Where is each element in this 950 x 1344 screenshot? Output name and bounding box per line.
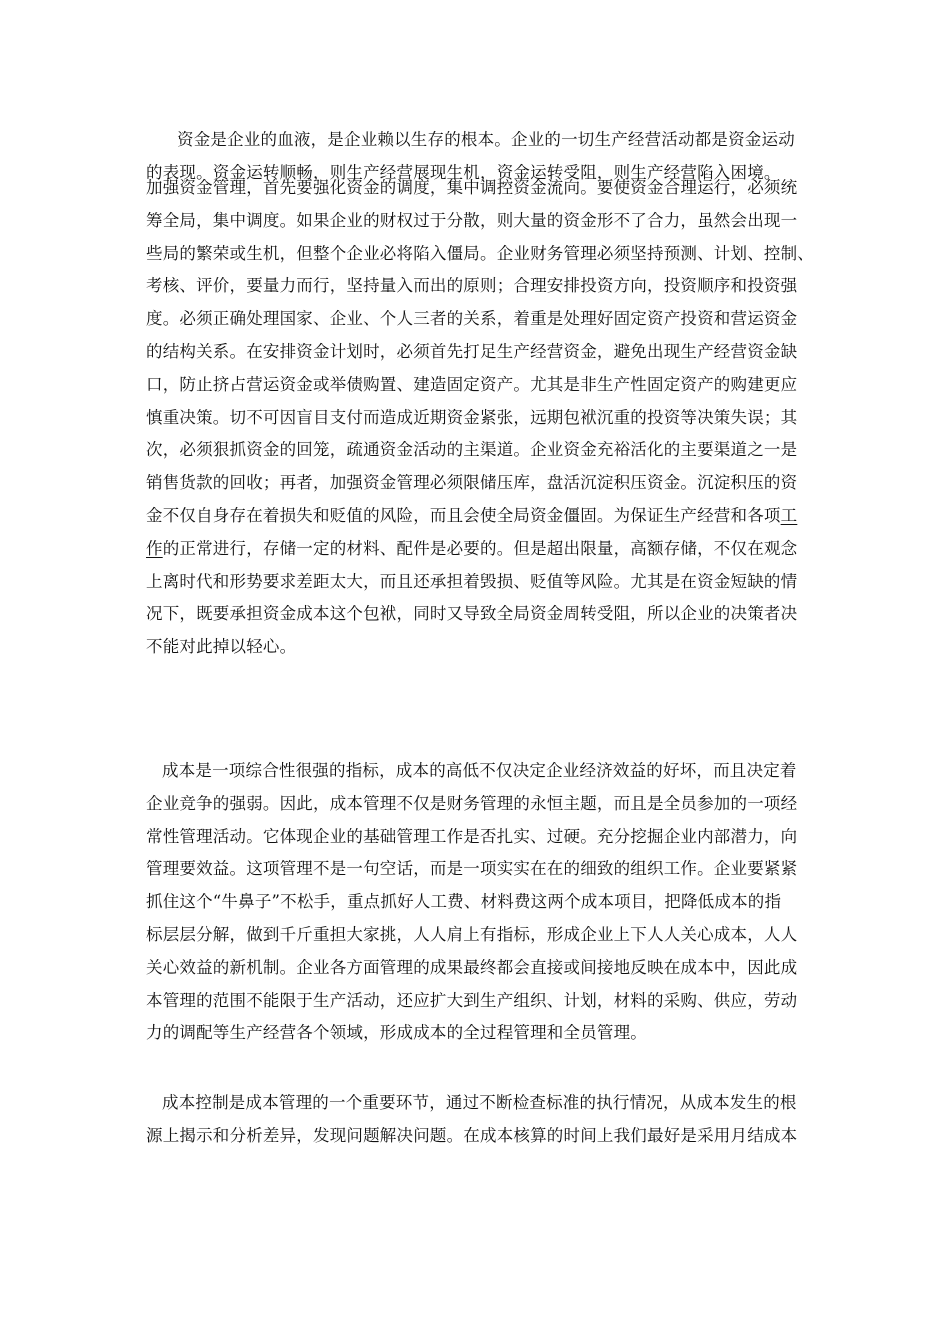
paragraph-line: 些局的繁荣或生机，但整个企业必将陷入僵局。企业财务管理必须坚持预测、计划、控制、 [146, 243, 814, 263]
paragraph-line: 不能对此掉以轻心。 [146, 637, 297, 657]
paragraph-line: 次，必须狠抓资金的回笼，疏通资金活动的主渠道。企业资金充裕活化的主要渠道之一是 [146, 440, 798, 460]
work-link-part-1[interactable]: 工 [780, 505, 798, 525]
paragraph-line: 本管理的范围不能限于生产活动，还应扩大到生产组织、计划，材料的采购、供应，劳动 [146, 990, 798, 1010]
paragraph-line: 销售货款的回收；再者，加强资金管理必须限储压库，盘活沉淀积压资金。沉淀积压的资 [146, 473, 798, 493]
paragraph-line: 常性管理活动。它体现企业的基础管理工作是否扎实、过硬。充分挖掘企业内部潜力，向 [146, 826, 798, 846]
paragraph-line: 口，防止挤占营运资金或举债购置、建造固定资产。尤其是非生产性固定资产的购建更应 [146, 374, 798, 394]
paragraph-line: 资金是企业的血液，是企业赖以生存的根本。企业的一切生产经营活动都是资金运动 [177, 130, 795, 149]
paragraph-line-with-link [146, 500, 806, 533]
paragraph-line: 企业竞争的强弱。因此，成本管理不仅是财务管理的永恒主题，而且是全员参加的一项经 [146, 793, 798, 813]
paragraph-line: 标层层分解，做到千斤重担大家挑，人人肩上有指标，形成企业上下人人关心成本，人人 [146, 924, 798, 944]
paragraph-line: 加强资金管理，首先要强化资金的调度，集中调控资金流向。要使资金合理运行，必须统 [146, 178, 798, 197]
paragraph-line-with-link [146, 533, 806, 566]
paragraph-line: 的表现。资金运转顺畅，则生产经营展现生机，资金运转受阻，则生产经营陷入困境。 [146, 162, 781, 182]
paragraph-line: 上离时代和形势要求差距太大，而且还承担着毁损、贬值等风险。尤其是在资金短缺的情 [146, 571, 798, 591]
work-link-part-2[interactable]: 作 [146, 538, 163, 558]
paragraph-line: 力的调配等生产经营各个领域，形成成本的全过程管理和全员管理。 [146, 1023, 647, 1043]
paragraph-line: 筹全局，集中调度。如果企业的财权过于分散，则大量的资金形不了合力，虽然会出现一 [146, 210, 798, 230]
paragraph-line: 关心效益的新机制。企业各方面管理的成果最终都会直接或间接地反映在成本中，因此成 [146, 957, 798, 977]
paragraph-capital-management [146, 172, 814, 664]
paragraph-line: 成本是一项综合性很强的指标，成本的高低不仅决定企业经济效益的好坏，而且决定着 [162, 761, 797, 780]
paragraph-line: 考核、评价，要量力而行，坚持量入而出的原则；合理安排投资方向，投资顺序和投资强 [146, 276, 798, 296]
paragraph-line: 抓住这个“牛鼻子”不松手，重点抓好人工费、材料费这两个成本项目，把降低成本的指 [146, 892, 782, 912]
paragraph-cost-management [146, 755, 806, 1050]
paragraph-line: 管理要效益。这项管理不是一句空话，而是一项实实在在的细致的组织工作。企业要紧紧 [146, 859, 798, 879]
paragraph-cost-control [146, 1087, 806, 1153]
paragraph-line: 慎重决策。切不可因盲目支付而造成近期资金紧张，远期包袱沉重的投资等决策失误；其 [146, 407, 798, 427]
paragraph-line: 源上揭示和分析差异，发现问题解决问题。在成本核算的时间上我们最好是采用月结成本 [146, 1125, 798, 1145]
line-text: 金不仅自身存在着损失和贬值的风险，而且会使全局资金僵固。为保证生产经营和各项 [146, 505, 781, 525]
paragraph-line: 成本控制是成本管理的一个重要环节，通过不断检查标准的执行情况，从成本发生的根 [162, 1093, 797, 1112]
line-text: 的正常进行，存储一定的材料、配件是必要的。但是超出限量，高额存储，不仅在观念 [162, 538, 798, 558]
paragraph-line: 的结构关系。在安排资金计划时，必须首先打足生产经营资金，避免出现生产经营资金缺 [146, 341, 798, 361]
paragraph-line: 度。必须正确处理国家、企业、个人三者的关系，着重是处理好固定资产投资和营运资金 [146, 309, 798, 329]
paragraph-line: 况下，既要承担资金成本这个包袱，同时又导致全局资金周转受阻，所以企业的决策者决 [146, 604, 798, 624]
